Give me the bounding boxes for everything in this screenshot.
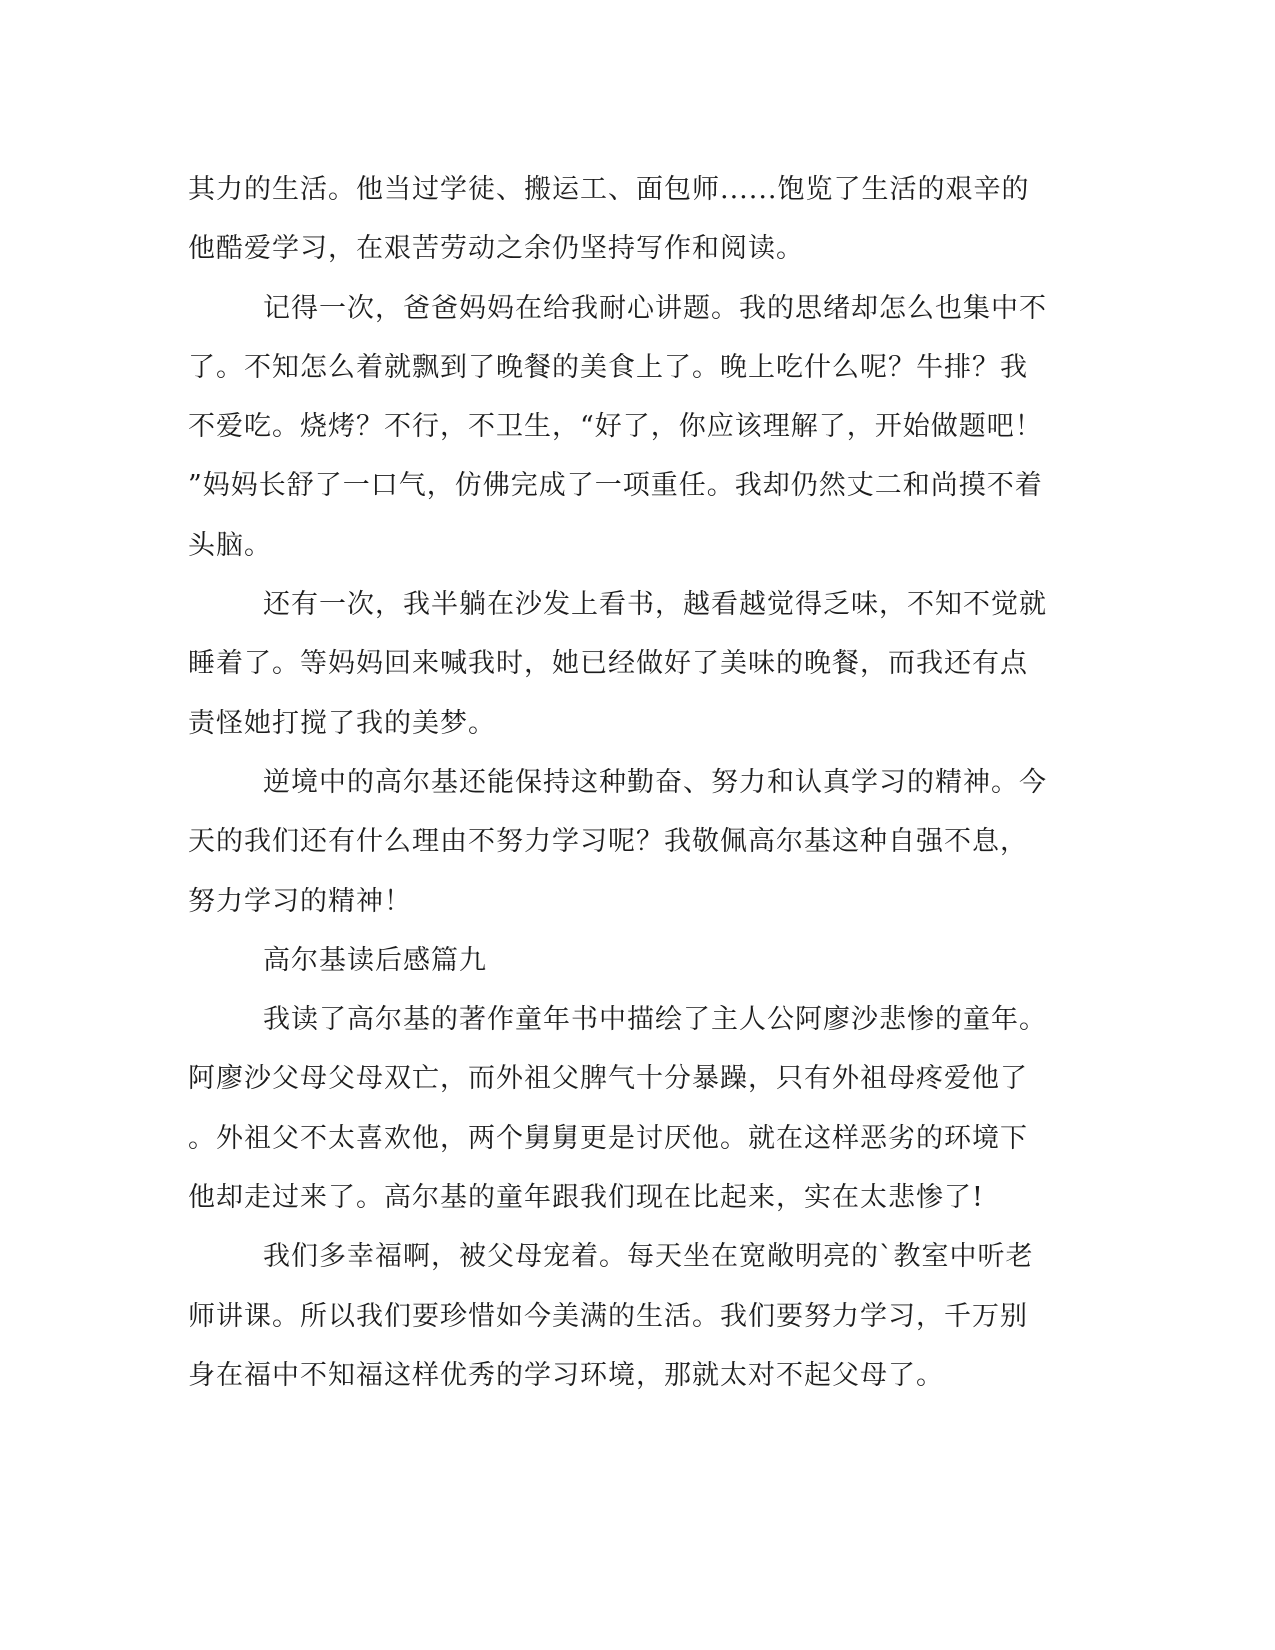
text-line: 努力学习的精神！ xyxy=(188,885,412,917)
text-line: 头脑。 xyxy=(188,529,272,561)
text-line: 天的我们还有什么理由不努力学习呢？我敬佩高尔基这种自强不息， xyxy=(188,826,1028,858)
text-line: 。外祖父不太喜欢他，两个舅舅更是讨厌他。就在这样恶劣的环境下 xyxy=(188,1122,1028,1154)
text-line: 不爱吃。烧烤？不行，不卫生，“好了，你应该理解了，开始做题吧！ xyxy=(188,411,1043,443)
text-line: 师讲课。所以我们要珍惜如今美满的生活。我们要努力学习，千万别 xyxy=(188,1300,1028,1332)
body-text xyxy=(188,160,1088,1405)
text-line: 阿廖沙父母父母双亡，而外祖父脾气十分暴躁，只有外祖母疼爱他了 xyxy=(188,1063,1028,1095)
text-line: 他却走过来了。高尔基的童年跟我们现在比起来，实在太悲惨了! xyxy=(188,1182,984,1214)
text-line: 身在福中不知福这样优秀的学习环境，那就太对不起父母了。 xyxy=(188,1359,944,1391)
text-line: ”妈妈长舒了一口气，仿佛完成了一项重任。我却仍然丈二和尚摸不着 xyxy=(188,470,1043,502)
section-heading: 高尔基读后感篇九 xyxy=(263,944,487,976)
text-line: 了。不知怎么着就飘到了晚餐的美食上了。晚上吃什么呢？牛排？我 xyxy=(188,351,1028,383)
text-line: 睡着了。等妈妈回来喊我时，她已经做好了美味的晚餐，而我还有点 xyxy=(188,648,1028,680)
paragraph-start-line: 记得一次，爸爸妈妈在给我耐心讲题。我的思绪却怎么也集中不 xyxy=(263,292,1047,324)
text-line: 其力的生活。他当过学徒、搬运工、面包师......饱览了生活的艰辛的 xyxy=(188,174,1030,205)
paragraph-start-line: 还有一次，我半躺在沙发上看书，越看越觉得乏味，不知不觉就 xyxy=(263,589,1047,621)
text-line: 责怪她打搅了我的美梦。 xyxy=(188,707,496,739)
paragraph-start-line: 我们多幸福啊，被父母宠着。每天坐在宽敞明亮的`教室中听老 xyxy=(263,1241,1034,1273)
paragraph-start-line: 我读了高尔基的著作童年书中描绘了主人公阿廖沙悲惨的童年。 xyxy=(263,1004,1047,1036)
text-line: 他酷爱学习，在艰苦劳动之余仍坚持写作和阅读。 xyxy=(188,233,804,265)
paragraph-start-line: 逆境中的高尔基还能保持这种勤奋、努力和认真学习的精神。今 xyxy=(263,766,1047,798)
